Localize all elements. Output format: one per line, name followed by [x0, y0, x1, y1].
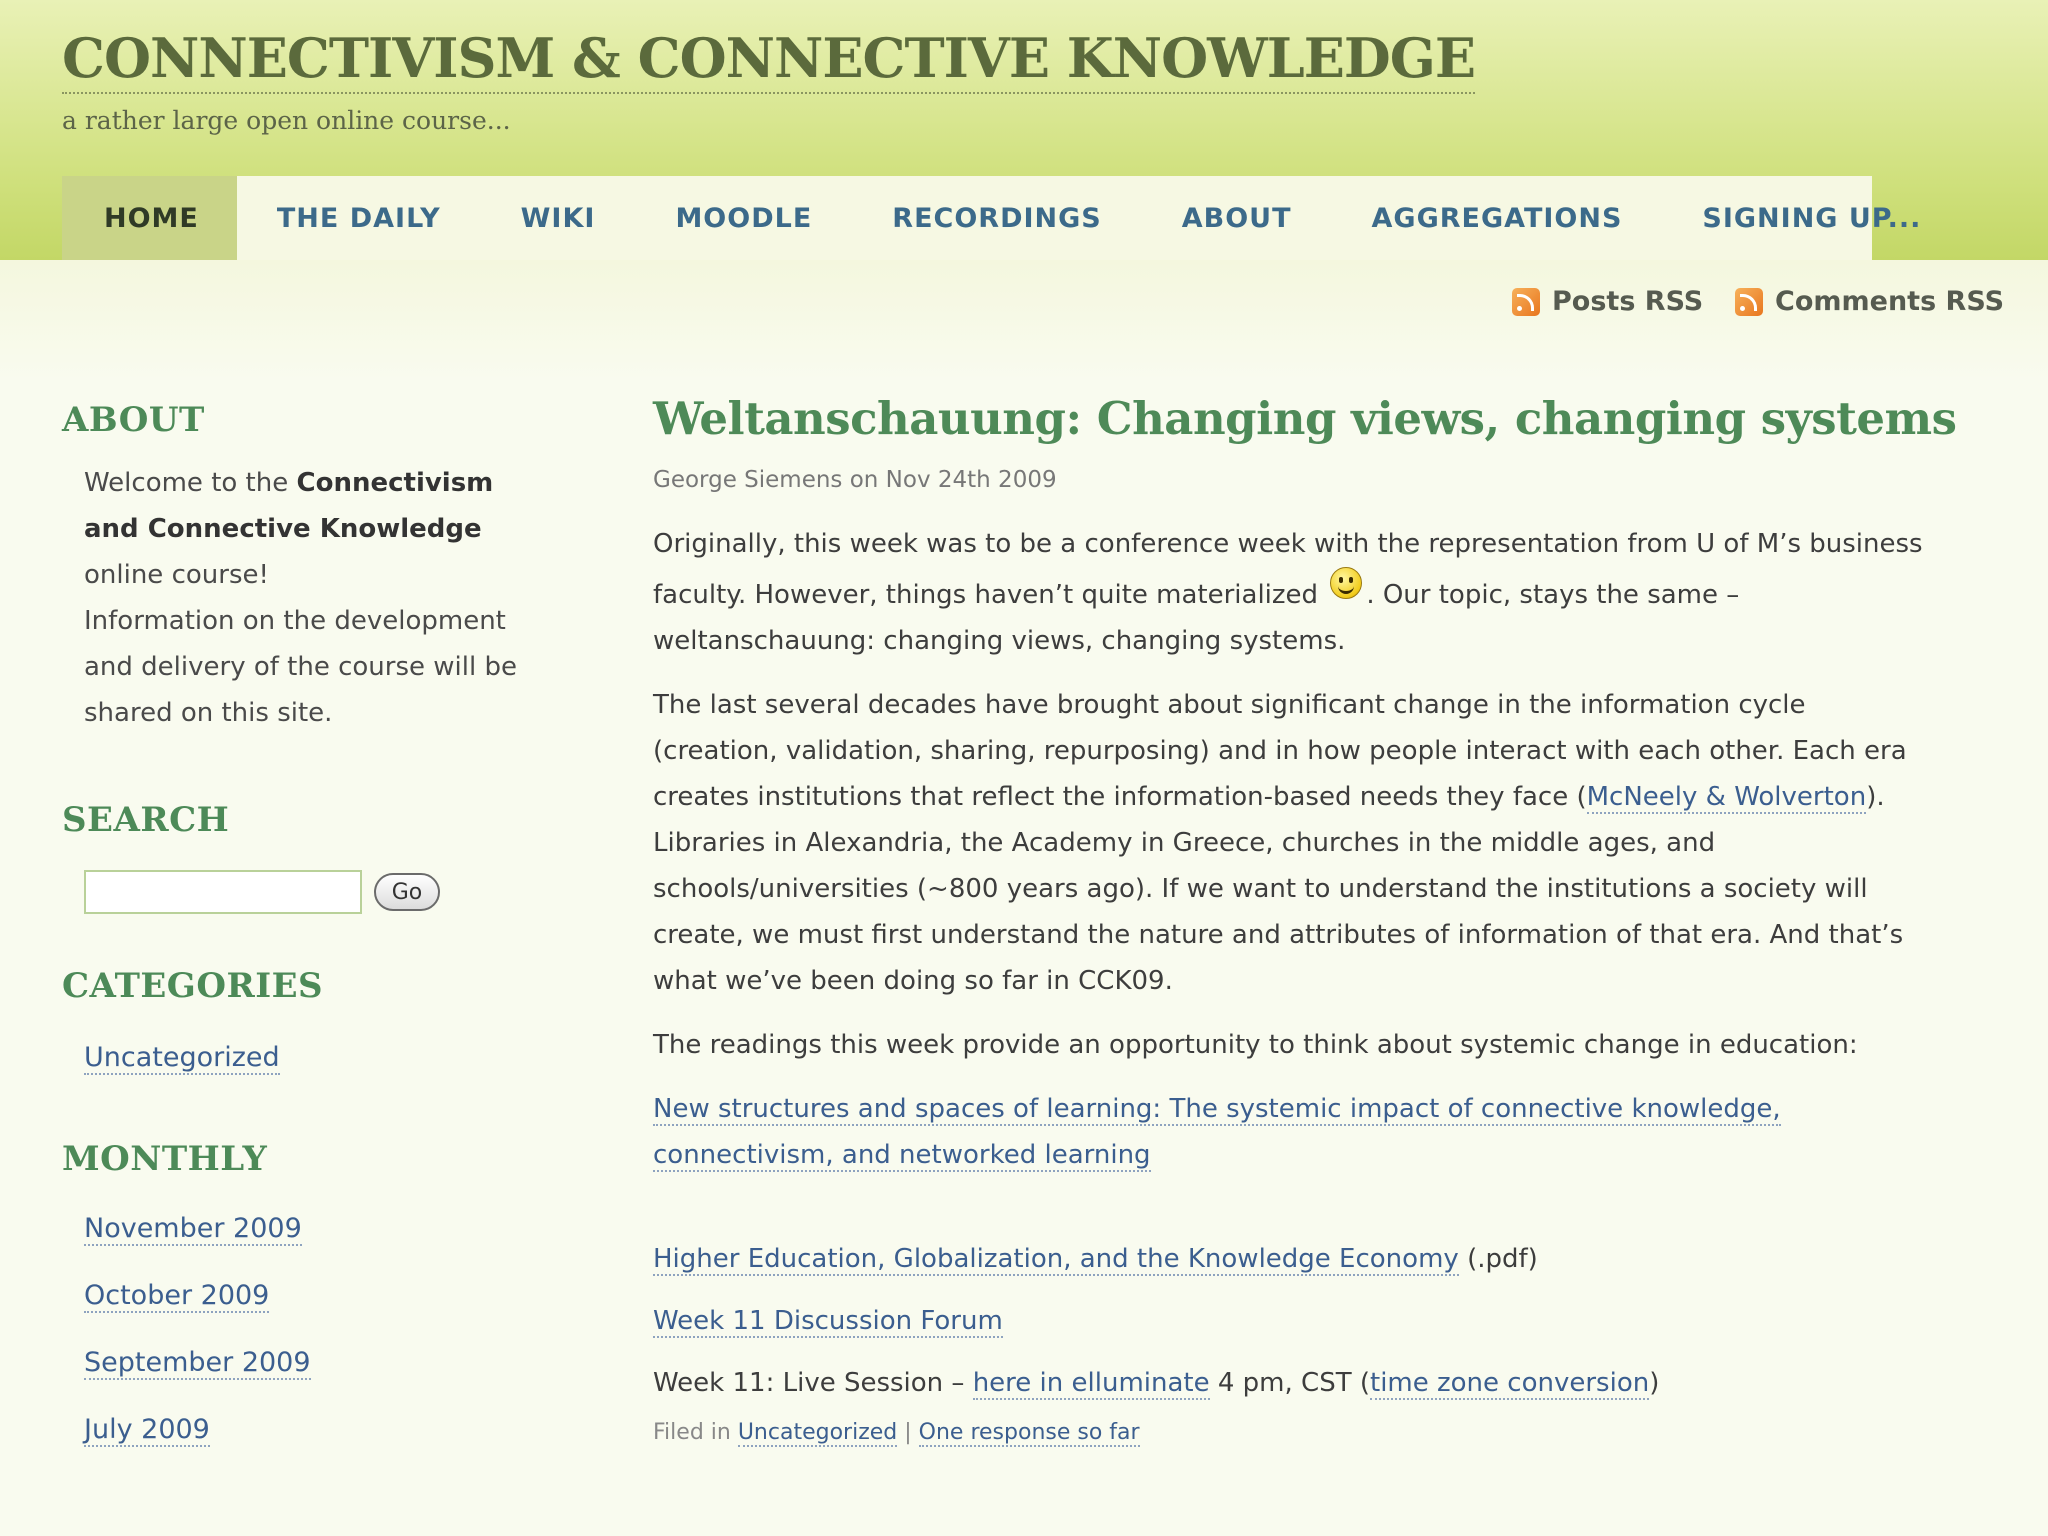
- category-link-uncategorized[interactable]: Uncategorized: [84, 1042, 280, 1073]
- posts-rss-label: Posts RSS: [1552, 286, 1704, 317]
- filed-category-link[interactable]: Uncategorized: [737, 1420, 898, 1445]
- nav-home[interactable]: HOME: [62, 176, 237, 260]
- go-button[interactable]: Go: [374, 873, 440, 911]
- search-input[interactable]: [84, 870, 362, 914]
- sidebar: [62, 400, 532, 1463]
- about-welcome-prefix: Welcome to the: [84, 468, 289, 498]
- reading-2-suffix: (.pdf): [1467, 1244, 1538, 1274]
- paragraph-1-text-a: Originally, this week was to be a conference week with the representation from U of M’s business faculty. However, things haven’t quite materialized: [653, 529, 1923, 610]
- mcneely-wolverton-link[interactable]: McNeely & Wolverton: [1586, 782, 1867, 812]
- rss-icon: [1512, 288, 1540, 316]
- responses-link[interactable]: One response so far: [918, 1420, 1140, 1445]
- categories-list: [84, 1024, 532, 1091]
- reading-2: [653, 1236, 1933, 1282]
- monthly-list: [84, 1195, 532, 1463]
- archive-link-september-2009[interactable]: September 2009: [84, 1347, 311, 1378]
- paragraph-2-text-a: The last several decades have brought about significant change in the information cycle (creation, validation, sharing, repurposing) and in how people interact with each other. Each era creates institutions that reflect the information-based needs they face (: [653, 690, 1907, 812]
- search-heading: SEARCH: [62, 800, 230, 840]
- post-paragraph-1: [653, 521, 1933, 664]
- live-session-text-c: ): [1649, 1368, 1660, 1398]
- post-byline: George Siemens on Nov 24th 2009: [653, 467, 1057, 493]
- rss-icon: [1735, 288, 1763, 316]
- reading-link-higher-education[interactable]: Higher Education, Globalization, and the Knowledge Economy: [653, 1244, 1459, 1274]
- post-paragraph-3: The readings this week provide an opportunity to think about systemic change in education:: [653, 1030, 1858, 1060]
- site-tagline: a rather large open online course...: [62, 106, 511, 135]
- post-footer: [653, 1420, 1933, 1445]
- nav-the-daily[interactable]: THE DAILY: [276, 202, 441, 234]
- about-text: [84, 460, 532, 736]
- about-welcome-suffix: online course!: [84, 560, 269, 590]
- nav-aggregations[interactable]: AGGREGATIONS: [1371, 202, 1623, 234]
- discussion-forum-link[interactable]: Week 11 Discussion Forum: [653, 1306, 1003, 1336]
- about-course-name: Connectivism and Connective Knowledge: [84, 468, 494, 544]
- comments-rss-link[interactable]: [1735, 286, 2004, 317]
- post: [653, 392, 1957, 1445]
- paragraph-2-text-b: ). Libraries in Alexandria, the Academy in Greece, churches in the middle ages, and schools/universities (~800 years ago). If we want to understand the institutions a society will create, we must first understand the nature and attributes of information of that era. And that’s what we’ve been doing so far in CCK09.: [653, 782, 1904, 996]
- archive-link-july-2009[interactable]: July 2009: [84, 1414, 210, 1445]
- nav-wiki[interactable]: WIKI: [520, 202, 596, 234]
- elluminate-link[interactable]: here in elluminate: [972, 1368, 1210, 1398]
- filed-in-label: Filed in: [653, 1420, 731, 1445]
- archive-link-october-2009[interactable]: October 2009: [84, 1280, 270, 1311]
- nav-moodle[interactable]: MOODLE: [675, 202, 813, 234]
- live-session-text-a: Week 11: Live Session –: [653, 1368, 965, 1398]
- header-band: [0, 260, 2048, 380]
- live-session-text-b: 4 pm, CST (: [1217, 1368, 1370, 1398]
- categories-heading: CATEGORIES: [62, 966, 324, 1006]
- list-item: [84, 1262, 532, 1329]
- main-nav: [62, 176, 1922, 260]
- monthly-heading: MONTHLY: [62, 1139, 268, 1179]
- footer-separator: |: [904, 1420, 912, 1445]
- forum-line: [653, 1298, 1933, 1344]
- list-item: [84, 1396, 532, 1463]
- site-header: [0, 0, 2048, 260]
- list-item: [84, 1024, 532, 1091]
- nav-about[interactable]: ABOUT: [1181, 202, 1292, 234]
- post-title[interactable]: Weltanschauung: Changing views, changing systems: [653, 392, 1957, 445]
- about-heading: ABOUT: [62, 400, 205, 440]
- list-item: [84, 1329, 532, 1396]
- nav-signing-up[interactable]: SIGNING UP...: [1702, 202, 1922, 234]
- about-info: Information on the development and delivery of the course will be shared on this site.: [84, 606, 517, 728]
- site-title[interactable]: CONNECTIVISM & CONNECTIVE KNOWLEDGE: [62, 26, 1475, 94]
- posts-rss-link[interactable]: [1512, 286, 1703, 317]
- comments-rss-label: Comments RSS: [1775, 286, 2005, 317]
- time-zone-link[interactable]: time zone conversion: [1370, 1368, 1650, 1398]
- post-paragraph-2: [653, 682, 1933, 1004]
- archive-link-november-2009[interactable]: November 2009: [84, 1213, 302, 1244]
- live-session-line: [653, 1360, 1933, 1406]
- reading-link-new-structures[interactable]: New structures and spaces of learning: The systemic impact of connective knowledge, connectivism, and networked learning: [653, 1094, 1781, 1170]
- reading-1: [653, 1086, 1933, 1178]
- paragraph-1-text-b: . Our topic, stays the same – weltanschauung: changing views, changing systems.: [653, 580, 1740, 656]
- search-form: [84, 870, 532, 914]
- smiley-icon: [1330, 567, 1362, 599]
- nav-recordings[interactable]: RECORDINGS: [892, 202, 1102, 234]
- list-item: [84, 1195, 532, 1262]
